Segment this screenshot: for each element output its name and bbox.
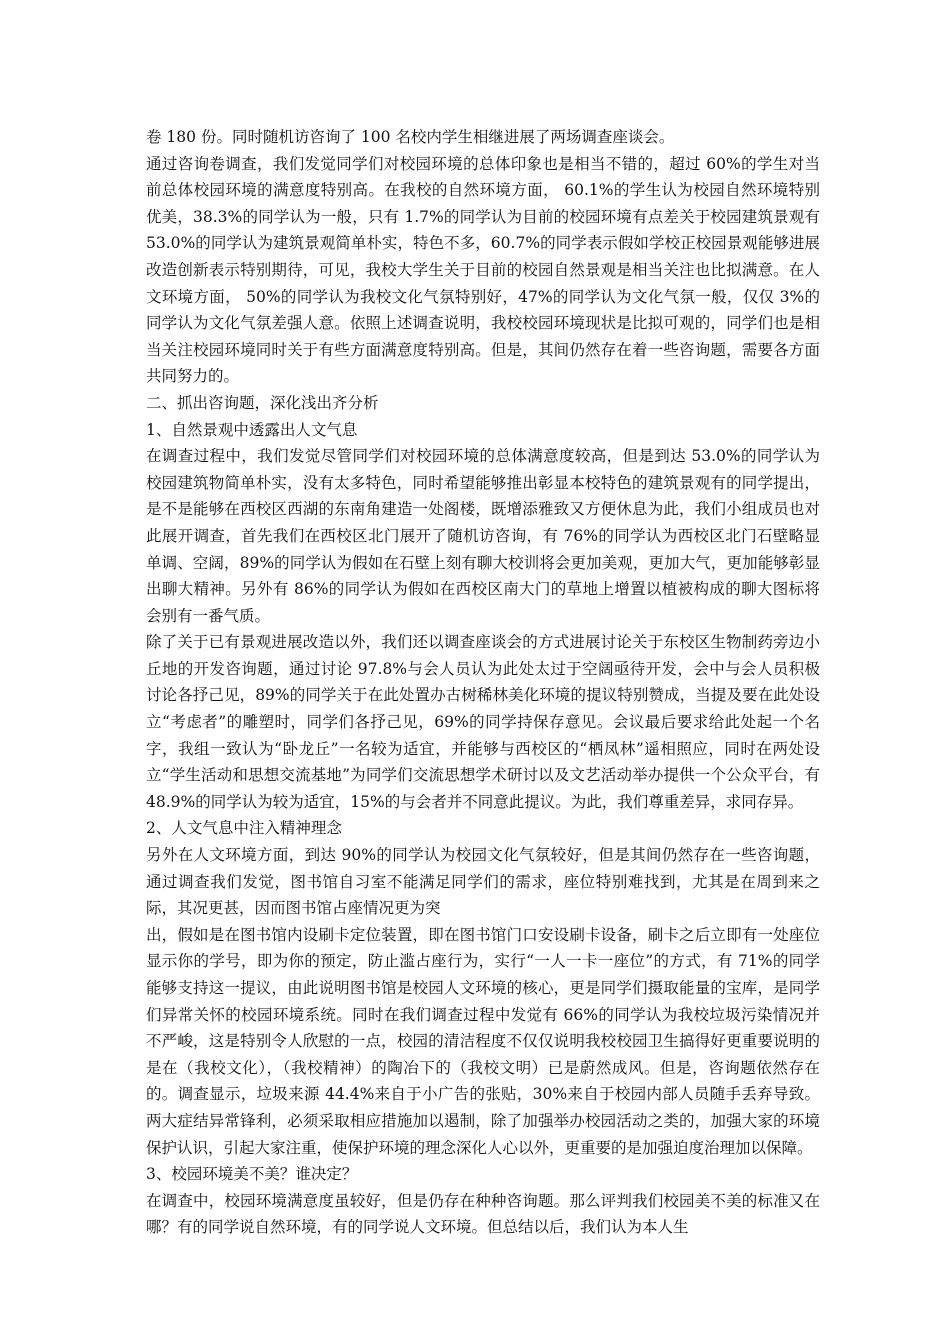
- section-heading-analysis: 二、抓出咨询题，深化浅出齐分析: [146, 393, 379, 412]
- paragraph-architecture: 在调查过程中，我们发觉尽管同学们对校园环境的总体满意度较高，但是到达 53.0%的同学认为校园建筑物简单朴实，没有太多特色，同时希望能够推出彰显本校特色的建筑景观有的同学提出，是不是能够在西校区西湖的东南角建造一处阁楼，既增添雅致又方便休息为此，我们小组成员也对此展开调查，首先我们在西校区北门展开了随机访咨询，有 76%的同学认为西校区北门石壁略显单调、空阔，89%的同学认为假如在石壁上刻有聊大校训将会更加美观，更加大气，更加能够彰显出聊大精神。另外有 86%的同学认为假如在西校区南大门的草地上增置以植被构成的聊大图标将会别有一番气质。: [146, 447, 820, 625]
- paragraph-survey-results: 通过咨询卷调查，我们发觉同学们对校园环境的总体印象也是相当不错的，超过 60%的学生对当前总体校园环境的满意度特别高。在我校的自然环境方面， 60.1%的学生认为校园自然环境特别优美，38.3%的同学认为一般，只有 1.7%的同学认为目前的校园环境有点差关于校园建筑景观有 53.0%的同学认为建筑景观简单朴实，特色不多，60.7%的同学表示假如学校正校园景观能够进展改造创新表示特别期待，可见，我校大学生关于目前的校园自然景观是相当关注也比拟满意。在人文环境方面， 50%的同学认为我校文化气氛特别好，47%的同学认为文化气氛一般，仅仅 3%的同学认为文化气氛差强人意。依照上述调查说明，我校校园环境现状是比拟可观的，同学们也是相当关注校园环境同时关于有些方面满意度特别高。但是，其间仍然存在着一些咨询题，需要各方面共同努力的。: [146, 154, 820, 386]
- paragraph-evaluation-standard: 在调查中，校园环境满意度虽较好，但是仍存在种种咨询题。那么评判我们校园美不美的标准又在哪？有的同学说自然环境，有的同学说人文环境。但总结以后，我们认为本人生: [146, 1191, 820, 1237]
- document-body: [146, 124, 820, 1241]
- subheading-natural-landscape: 1、自然景观中透露出人文气息: [146, 420, 358, 439]
- paragraph-survey-count: 卷 180 份。同时随机访咨询了 100 名校内学生相继进展了两场调查座谈会。: [146, 128, 675, 146]
- subheading-campus-beauty: 3、校园环境美不美？谁决定？: [146, 1165, 358, 1184]
- paragraph-library-seats: 另外在人文环境方面，到达 90%的同学认为校园文化气氛较好，但是其间仍然存在一些咨询题，通过调查我们发觉，图书馆自习室不能满足同学们的需求，座位特别难找到，尤其是在周到来之际，其况更甚，因而图书馆占座情况更为突: [146, 846, 820, 918]
- paragraph-card-system: 出，假如是在图书馆内设刷卡定位装置，即在图书馆门口安设刷卡设备，刷卡之后立即有一处座位显示你的学号，即为你的预定，防止滥占座行为，实行“一人一卡一座位”的方式，有 71%的同学能够支持这一提议，由此说明图书馆是校园人文环境的核心，更是同学们摄取能量的宝库，是同学们异常关怀的校园环境系统。同时在我们调查过程中发觉有 66%的同学认为我校垃圾污染情况并不严峻，这是特别令人欣慰的一点，校园的清洁程度不仅仅说明我校校园卫生搞得好更重要说明的是在（我校文化），（我校精神）的陶冶下的（我校文明）已是蔚然成风。但是，咨询题依然存在的。调查显示，垃圾来源 44.4%来自于小广告的张贴，30%来自于校园内部人员随手丢弃导致。两大症结异常锋利，必须采取相应措施加以遏制，除了加强举办校园活动之类的，加强大家的环境保护认识，引起大家注重，使保护环境的理念深化人心以外，更重要的是加强迫度治理加以保障。: [146, 925, 820, 1157]
- subheading-humanistic-spirit: 2、人文气息中注入精神理念: [146, 819, 342, 838]
- paragraph-hill-development: 除了关于已有景观进展改造以外，我们还以调查座谈会的方式进展讨论关于东校区生物制药旁边小丘地的开发咨询题，通过讨论 97.8%与会人员认为此处太过于空阔亟待开发，会中与会人员积极讨论各抒己见，89%的同学关于在此处置办古树稀林美化环境的提议特别赞成，当提及要在此处设立“考虑者”的雕塑时，同学们各抒己见，69%的同学持保存意见。会议最后要求给此处起一个名字，我组一致认为“卧龙丘”一名较为适宜，并能够与西校区的“栖凤林”遥相照应，同时在两处设立“学生活动和思想交流基地”为同学们交流思想学术研讨以及文艺活动举办提供一个公众平台，有 48.9%的同学认为较为适宜，15%的与会者并不同意此提议。为此，我们尊重差异，求同存异。: [146, 633, 820, 811]
